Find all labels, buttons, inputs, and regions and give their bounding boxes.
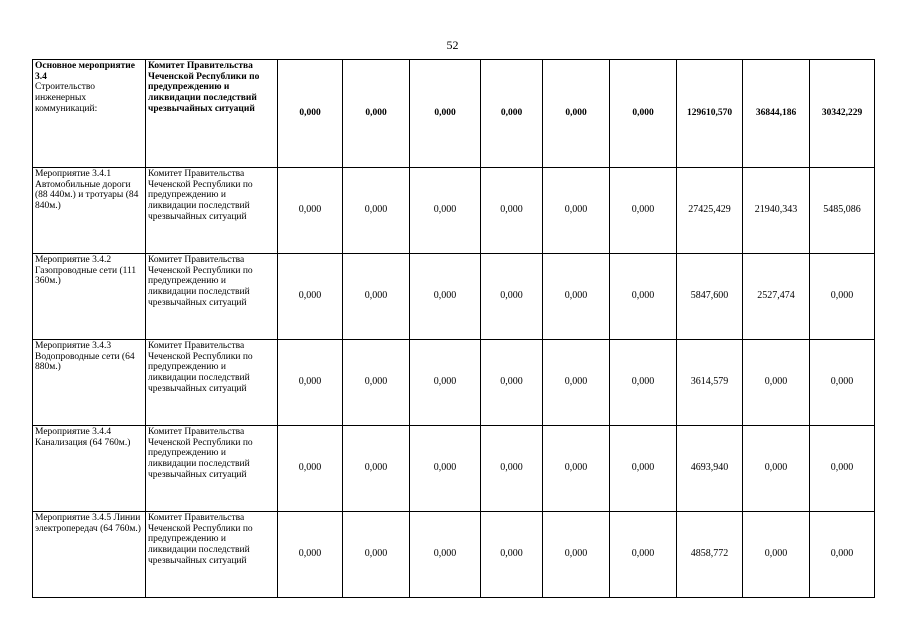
value-cell: 0,000	[278, 426, 343, 512]
value-cell: 0,000	[410, 168, 481, 254]
value-cell: 0,000	[610, 60, 677, 168]
row-name-cell: Мероприятие 3.4.3 Водопроводные сети (64 880м.)	[33, 340, 146, 426]
row-org-cell: Комитет Правительства Чеченской Республики по предупреждению и ликвидации последствий чрезвычайных ситуаций	[146, 254, 278, 340]
value-cell: 129610,570	[677, 60, 743, 168]
page-number: 52	[446, 38, 459, 52]
value-cell: 0,000	[543, 426, 610, 512]
value-cell: 0,000	[610, 426, 677, 512]
value-cell: 27425,429	[677, 168, 743, 254]
value-cell: 5847,600	[677, 254, 743, 340]
value-cell: 0,000	[343, 340, 410, 426]
value-cell: 0,000	[610, 168, 677, 254]
value-cell: 0,000	[410, 254, 481, 340]
value-cell: 5485,086	[810, 168, 875, 254]
row-org-cell: Комитет Правительства Чеченской Республики по предупреждению и ликвидации последствий чрезвычайных ситуаций	[146, 426, 278, 512]
value-cell: 0,000	[278, 512, 343, 598]
value-cell: 0,000	[278, 254, 343, 340]
row-name-cell: Мероприятие 3.4.5 Линии электропередач (64 760м.)	[33, 512, 146, 598]
value-cell: 0,000	[610, 340, 677, 426]
value-cell: 4693,940	[677, 426, 743, 512]
row-org-cell: Комитет Правительства Чеченской Республики по предупреждению и ликвидации последствий чрезвычайных ситуаций	[146, 60, 278, 168]
value-cell: 0,000	[810, 254, 875, 340]
row-org-cell: Комитет Правительства Чеченской Республики по предупреждению и ликвидации последствий чрезвычайных ситуаций	[146, 340, 278, 426]
value-cell: 0,000	[543, 512, 610, 598]
value-cell: 0,000	[343, 426, 410, 512]
value-cell: 0,000	[543, 60, 610, 168]
row-org-cell: Комитет Правительства Чеченской Республики по предупреждению и ликвидации последствий чрезвычайных ситуаций	[146, 168, 278, 254]
value-cell: 0,000	[481, 168, 543, 254]
row-name-cell	[33, 60, 146, 168]
value-cell: 0,000	[481, 512, 543, 598]
table-row	[33, 254, 875, 340]
row-name-cell: Мероприятие 3.4.2 Газопроводные сети (111 360м.)	[33, 254, 146, 340]
value-cell: 0,000	[810, 512, 875, 598]
value-cell: 4858,772	[677, 512, 743, 598]
value-cell: 3614,579	[677, 340, 743, 426]
value-cell: 0,000	[410, 426, 481, 512]
value-cell: 0,000	[278, 60, 343, 168]
table-row	[33, 340, 875, 426]
table-row	[33, 60, 875, 168]
value-cell: 0,000	[543, 340, 610, 426]
funding-table	[32, 59, 875, 598]
value-cell: 36844,186	[743, 60, 810, 168]
row-org-cell: Комитет Правительства Чеченской Республики по предупреждению и ликвидации последствий чрезвычайных ситуаций	[146, 512, 278, 598]
row-name-cell: Мероприятие 3.4.1 Автомобильные дороги (88 440м.) и тротуары (84 840м.)	[33, 168, 146, 254]
row-title-bold: Основное мероприятие 3.4	[35, 61, 135, 82]
table-row	[33, 168, 875, 254]
value-cell: 0,000	[810, 426, 875, 512]
row-name-cell: Мероприятие 3.4.4 Канализация (64 760м.)	[33, 426, 146, 512]
value-cell: 0,000	[610, 512, 677, 598]
value-cell: 0,000	[481, 60, 543, 168]
table-row	[33, 426, 875, 512]
value-cell: 0,000	[743, 340, 810, 426]
value-cell: 0,000	[810, 340, 875, 426]
value-cell: 0,000	[610, 254, 677, 340]
value-cell: 0,000	[343, 512, 410, 598]
value-cell: 0,000	[481, 426, 543, 512]
value-cell: 0,000	[543, 254, 610, 340]
value-cell: 0,000	[278, 340, 343, 426]
value-cell: 0,000	[343, 168, 410, 254]
value-cell: 2527,474	[743, 254, 810, 340]
value-cell: 0,000	[278, 168, 343, 254]
value-cell: 0,000	[343, 60, 410, 168]
value-cell: 0,000	[343, 254, 410, 340]
value-cell: 0,000	[410, 340, 481, 426]
value-cell: 0,000	[543, 168, 610, 254]
value-cell: 21940,343	[743, 168, 810, 254]
value-cell: 0,000	[410, 60, 481, 168]
value-cell: 0,000	[743, 426, 810, 512]
value-cell: 0,000	[481, 254, 543, 340]
value-cell: 30342,229	[810, 60, 875, 168]
value-cell: 0,000	[481, 340, 543, 426]
table-row	[33, 512, 875, 598]
value-cell: 0,000	[410, 512, 481, 598]
row-title: Строительство инженерных коммуникаций:	[35, 82, 98, 114]
value-cell: 0,000	[743, 512, 810, 598]
